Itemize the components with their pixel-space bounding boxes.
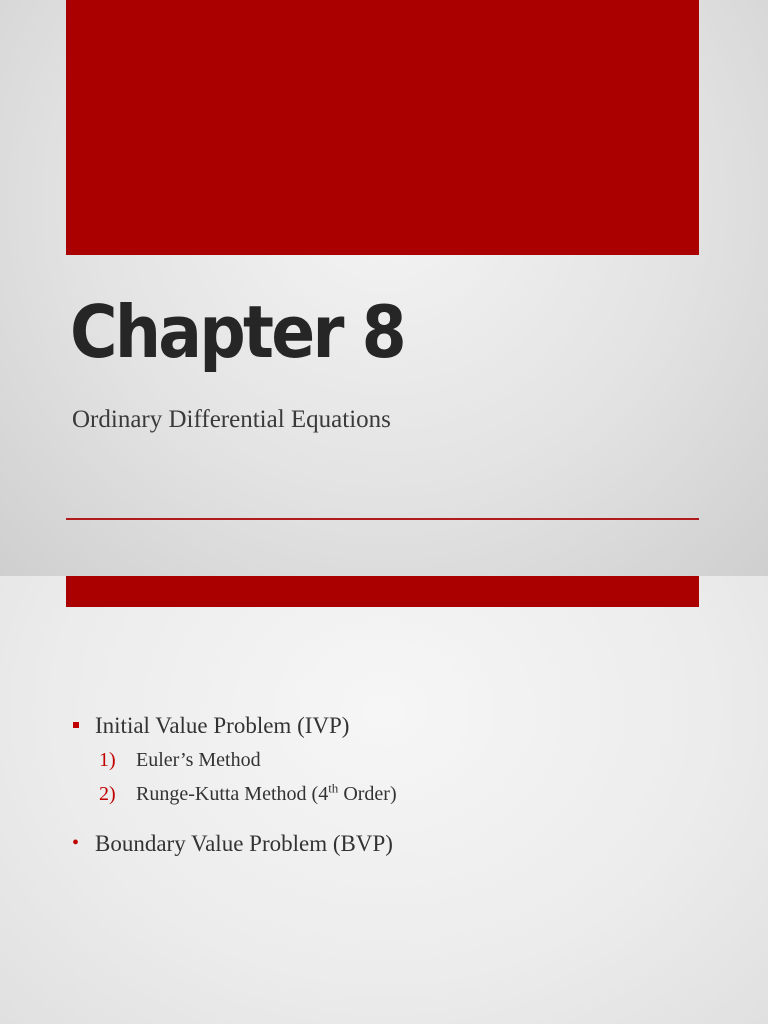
sub-item-runge-kutta bbox=[99, 779, 397, 806]
square-bullet-icon bbox=[73, 722, 79, 728]
sub-item-label-tail: Order) bbox=[338, 782, 397, 805]
sub-item-euler bbox=[99, 748, 397, 772]
title-divider-line bbox=[66, 518, 699, 520]
sub-item-number: 1) bbox=[99, 748, 116, 771]
sub-item-label: Euler’s Method bbox=[136, 748, 261, 771]
bullet-label: Initial Value Problem (IVP) bbox=[95, 713, 350, 738]
slide-subtitle: Ordinary Differential Equations bbox=[72, 406, 391, 433]
superscript-ordinal: th bbox=[328, 779, 339, 795]
sub-item-label-main: Runge-Kutta Method (4 bbox=[136, 782, 329, 805]
ivp-sub-list bbox=[72, 748, 397, 806]
content-slide-red-banner bbox=[66, 576, 699, 607]
bullet-list bbox=[72, 712, 397, 857]
bullet-item-bvp bbox=[72, 830, 397, 858]
bullet-label: Boundary Value Problem (BVP) bbox=[95, 830, 393, 856]
bullet-item-ivp bbox=[72, 712, 397, 740]
content-slide bbox=[0, 576, 768, 1024]
round-bullet-icon: • bbox=[72, 831, 80, 854]
slide-title: Chapter 8 bbox=[70, 290, 405, 374]
sub-item-number: 2) bbox=[99, 782, 116, 805]
title-slide-red-banner bbox=[66, 0, 699, 255]
sub-item-label bbox=[136, 779, 397, 805]
